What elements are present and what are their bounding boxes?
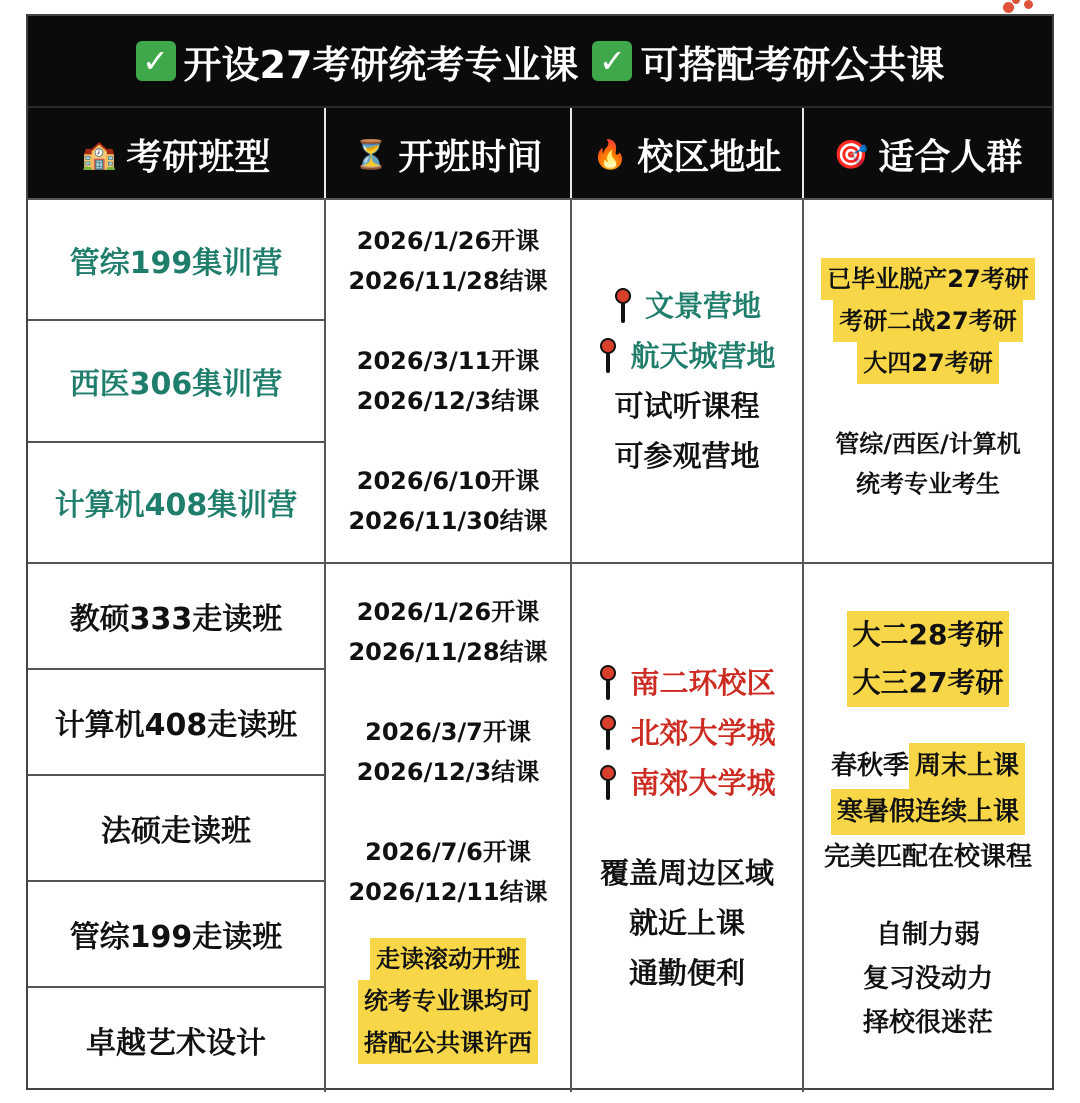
end-date: 2026/12/3结课 [356,758,540,786]
end-date: 2026/12/11结课 [348,878,548,906]
camp-dates-cell [326,200,572,562]
audience-highlight: 大三27考研 [847,659,1010,707]
date-note-highlight: 搭配公共课许西 [358,1022,538,1064]
location-name: 北郊大学城 [630,716,776,750]
pain-point: 复习没动力 [862,964,993,994]
start-date: 2026/3/7开课 [365,718,531,746]
camp-types-cell [28,200,326,562]
schedule-prefix: 春秋季 [830,751,909,781]
date-note-highlight: 走读滚动开班 [370,938,526,980]
header-label: 校区地址 [637,136,782,178]
pain-point: 自制力弱 [875,920,980,950]
audience-highlight: 已毕业脱产27考研 [821,258,1034,300]
schedule-highlight: 寒暑假连续上课 [831,789,1025,835]
location-item [598,758,775,808]
audience-text: 管综/西医/计算机 [835,430,1021,458]
walk-types-cell [28,564,326,1092]
header-campus-address [572,108,804,200]
header-label: 开班时间 [398,136,543,178]
location-note: 可参观营地 [614,439,760,473]
walk-dates-cell [326,564,572,1092]
audience-text: 统考专业考生 [856,470,1000,498]
camp-audience-cell [804,200,1052,562]
walk-audience-cell [804,564,1052,1092]
target-icon: 🎯 [833,137,869,171]
map-pin-icon [598,665,618,701]
header-label: 适合人群 [878,136,1023,178]
class-type-item: 计算机408集训营 [54,488,298,524]
audience-highlight: 大四27考研 [857,342,998,384]
pain-point: 择校很迷茫 [862,1008,993,1038]
class-type-item: 教硕333走读班 [28,564,324,670]
class-type-item: 法硕走读班 [28,776,324,882]
class-type-item: 卓越艺术设计 [86,1026,266,1061]
decorative-dot [1003,2,1014,13]
camp-locations-cell [572,200,804,562]
location-item [598,331,775,381]
audience-highlight: 大二28考研 [847,611,1010,659]
header-class-type [28,108,326,200]
walk-section [28,562,1052,1092]
class-type-item: 计算机408走读班 [28,670,324,776]
hourglass-icon: ⏳ [353,137,389,171]
start-date: 2026/7/6开课 [365,838,531,866]
start-date: 2026/6/10开课 [356,467,540,495]
checkmark-icon: ✓ [136,41,176,81]
date-note-highlight: 统考专业课均可 [358,980,538,1022]
class-type-item: 管综199走读班 [28,882,324,988]
end-date: 2026/11/30结课 [348,507,548,535]
location-name: 南二环校区 [630,666,776,700]
location-note: 覆盖周边区域 [599,856,774,890]
location-item [613,281,761,331]
walk-locations-cell [572,564,804,1092]
audience-highlight: 考研二战27考研 [833,300,1022,342]
decorative-dot [1012,0,1020,4]
course-table [26,14,1054,1090]
header-label: 考研班型 [126,136,271,178]
fire-icon: 🔥 [592,137,628,171]
banner-part1: 开设27考研统考专业课 [183,42,579,87]
schedule-line [824,743,1032,789]
end-date: 2026/11/28结课 [348,267,548,295]
location-note: 可试听课程 [614,389,760,423]
location-note: 通勤便利 [628,956,745,990]
location-name: 航天城营地 [630,339,776,373]
location-item [598,708,775,758]
banner-part2: 可搭配考研公共课 [640,42,945,87]
start-date: 2026/3/11开课 [356,347,540,375]
location-note: 就近上课 [628,906,745,940]
start-date: 2026/1/26开课 [356,598,540,626]
header-start-time [326,108,572,200]
checkmark-icon: ✓ [592,41,632,81]
schedule-highlight: 周末上课 [909,743,1025,789]
end-date: 2026/11/28结课 [348,638,548,666]
map-pin-icon [613,288,633,324]
schedule-text: 完美匹配在校课程 [823,842,1032,872]
school-icon: 🏫 [81,137,117,171]
decorative-dot [1024,0,1033,9]
end-date: 2026/12/3结课 [356,387,540,415]
location-name: 南郊大学城 [630,766,776,800]
title-banner [28,16,1052,106]
map-pin-icon [598,765,618,801]
location-name: 文景营地 [644,289,761,323]
class-type-item: 管综199集训营 [28,200,324,321]
camp-section [28,198,1052,562]
map-pin-icon [598,715,618,751]
header-target-audience [804,108,1052,200]
table-header-row [28,106,1052,200]
map-pin-icon [598,338,618,374]
location-item [598,658,775,708]
class-type-item: 西医306集训营 [28,321,324,442]
start-date: 2026/1/26开课 [356,227,540,255]
